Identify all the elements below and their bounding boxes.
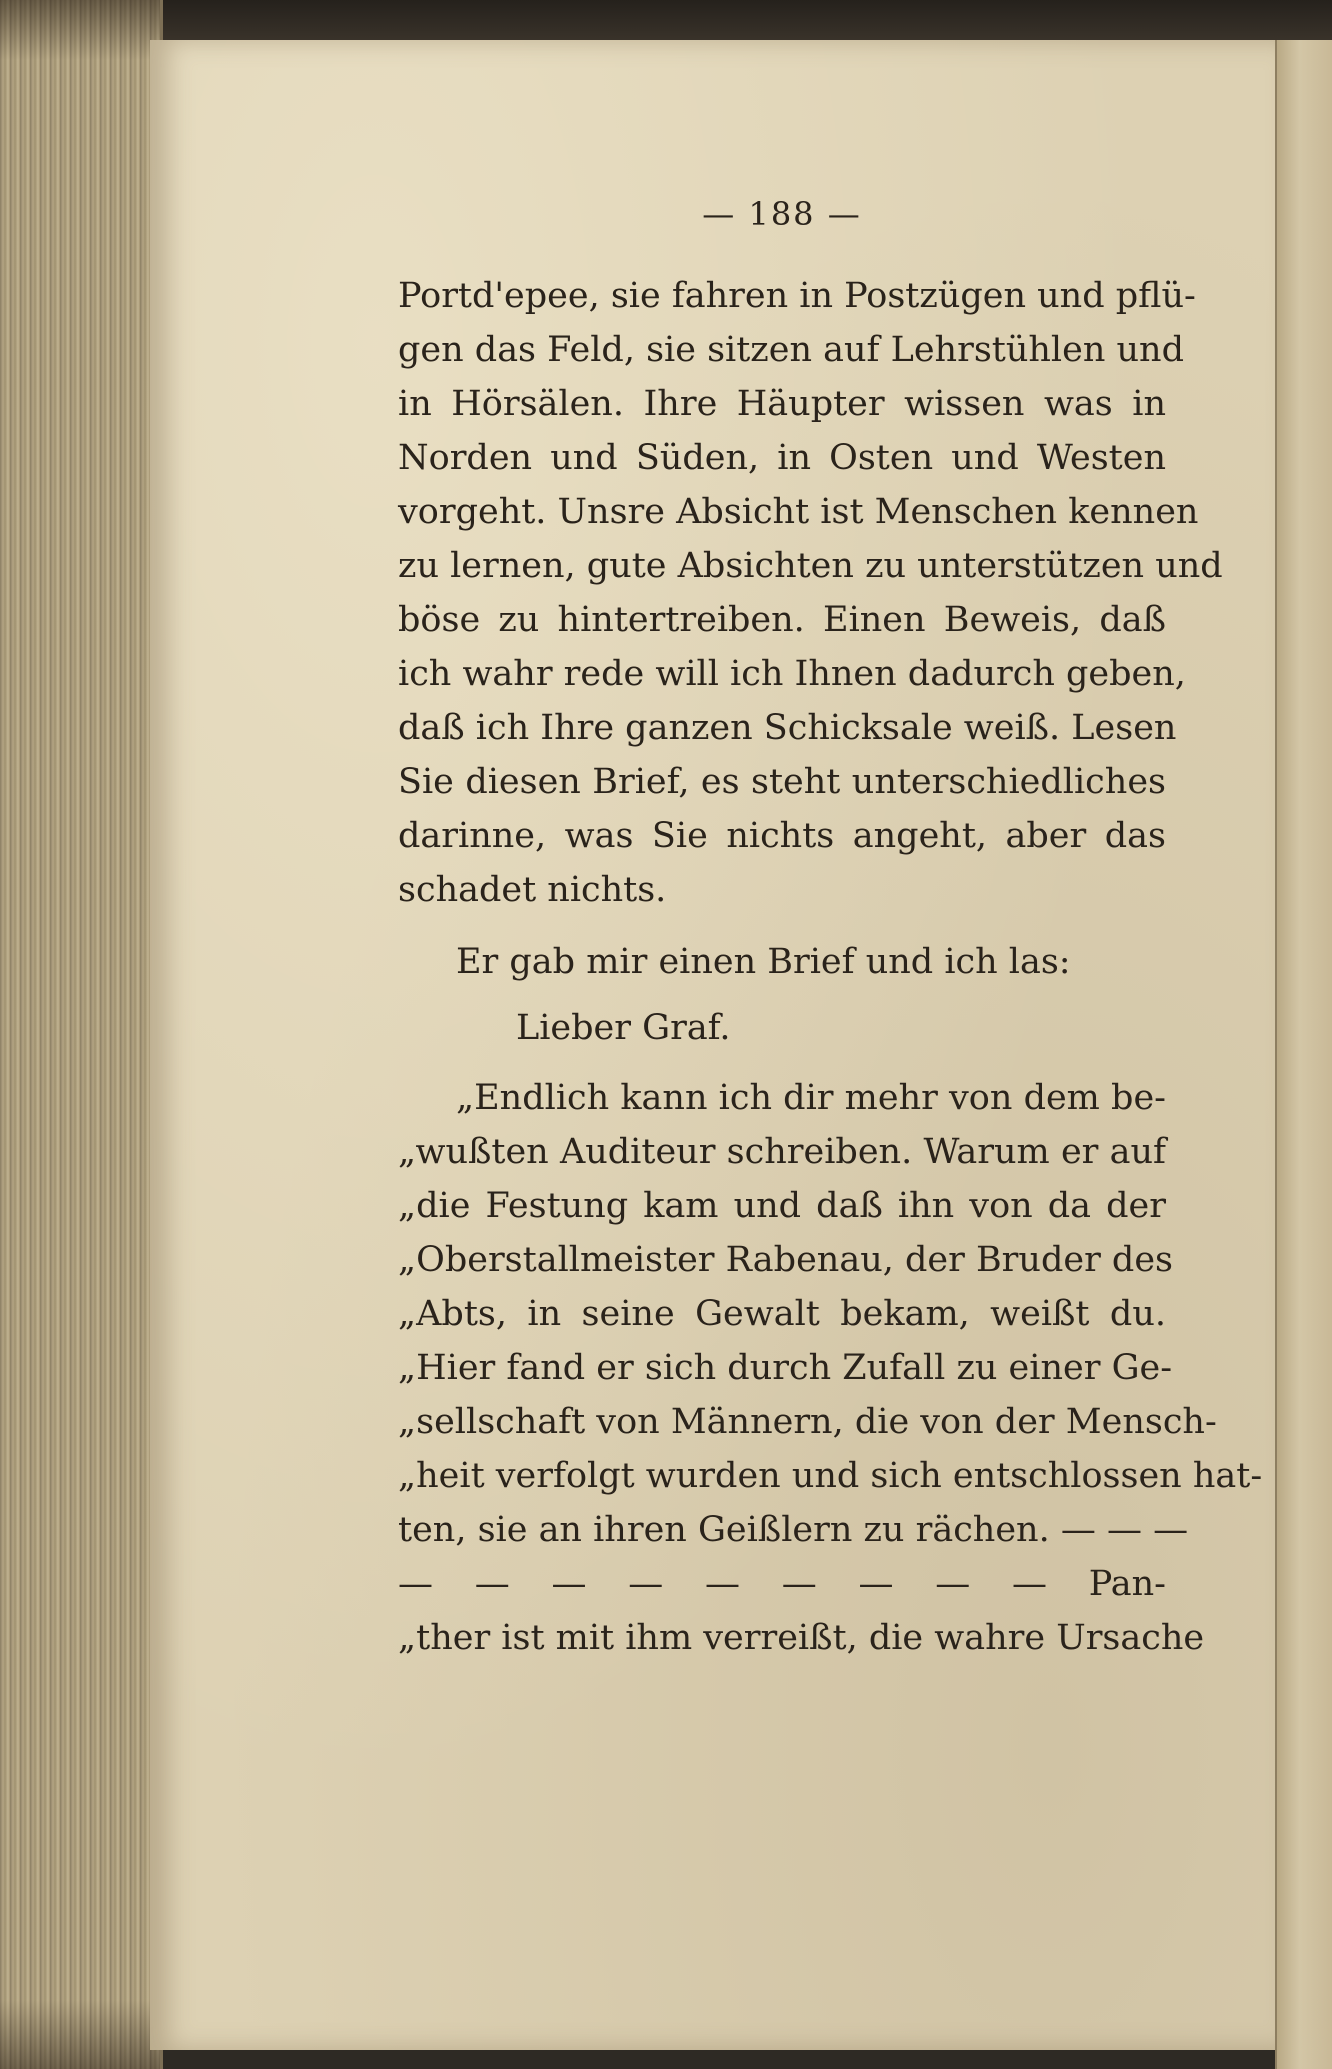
next-page-edge xyxy=(1275,40,1332,2069)
text-line: darinne, was Sie nichts angeht, aber das xyxy=(398,816,1166,856)
page-edges xyxy=(0,0,163,2069)
letter-body xyxy=(398,1071,1263,1665)
text-line: „heit verfolgt wurden und sich entschlossen hat- xyxy=(398,1456,1263,1496)
text-line: daß ich Ihre ganzen Schicksale weiß. Lesen xyxy=(398,708,1177,748)
text-line: „Abts, in seine Gewalt bekam, weißt du. xyxy=(398,1294,1166,1334)
text-line: „sellschaft von Männern, die von der Mensch- xyxy=(398,1402,1217,1442)
text-line: ten, sie an ihren Geißlern zu rächen. — — — xyxy=(398,1510,1189,1550)
text-line: Sie diesen Brief, es steht unterschiedliches xyxy=(398,762,1166,802)
page-text xyxy=(398,195,1263,1665)
letter-salutation: Lieber Graf. xyxy=(516,1008,731,1048)
text-line: böse zu hintertreiben. Einen Beweis, daß xyxy=(398,600,1166,640)
text-line: gen das Feld, sie sitzen auf Lehrstühlen und xyxy=(398,330,1184,370)
text-line: Portd'epee, sie fahren in Postzügen und pflü- xyxy=(398,276,1196,316)
text-line: in Hörsälen. Ihre Häupter wissen was in xyxy=(398,384,1166,424)
text-line: ich wahr rede will ich Ihnen dadurch geben, xyxy=(398,654,1186,694)
text-line: „Oberstallmeister Rabenau, der Bruder des xyxy=(398,1240,1174,1280)
text-line: „die Festung kam und daß ihn von da der xyxy=(398,1186,1166,1226)
text-line: — — — — — — — — — Pan- xyxy=(398,1564,1166,1604)
paragraph-1 xyxy=(398,269,1223,917)
text-line: Norden und Süden, in Osten und Westen xyxy=(398,438,1166,478)
text-line: schadet nichts. xyxy=(398,870,667,910)
text-line: zu lernen, gute Absichten zu unterstützen und xyxy=(398,546,1223,586)
text-line: vorgeht. Unsre Absicht ist Menschen kennen xyxy=(398,492,1199,532)
text-line: „wußten Auditeur schreiben. Warum er auf xyxy=(398,1132,1166,1172)
paragraph-2: Er gab mir einen Brief und ich las: xyxy=(456,942,1071,982)
scan-top-shadow xyxy=(0,0,1332,44)
text-line: „Hier fand er sich durch Zufall zu einer Ge- xyxy=(398,1348,1173,1388)
text-line: „Endlich kann ich dir mehr von dem be- xyxy=(456,1078,1166,1118)
page-number: — 188 — xyxy=(702,195,862,233)
text-line: „ther ist mit ihm verreißt, die wahre Ursache xyxy=(398,1618,1205,1658)
